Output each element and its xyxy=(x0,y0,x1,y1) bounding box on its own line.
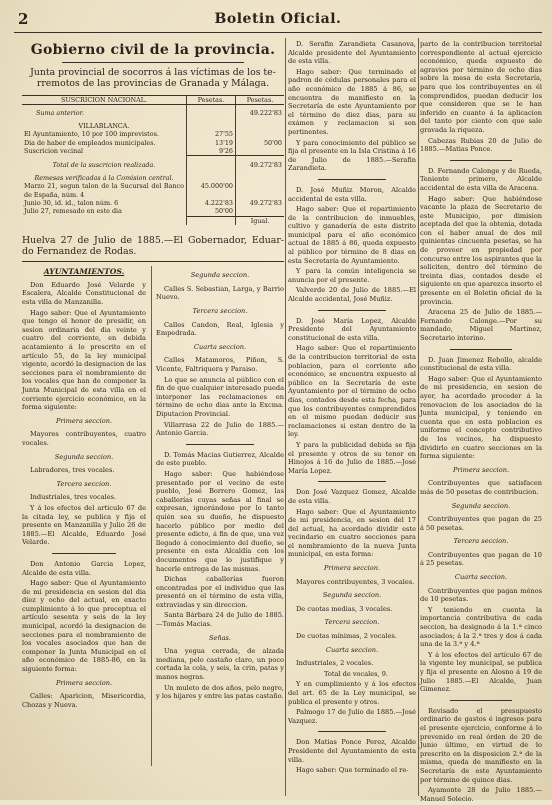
signature-line: Huelva 27 de Julio de 1885.—El Gobernador, Eduar- do Fernandez de Rodas. xyxy=(22,235,284,258)
subscription-table xyxy=(22,95,284,225)
section-label: Segunda seccion. xyxy=(451,501,511,510)
divider xyxy=(450,349,512,350)
paragraph: De cuotas mínimas, 2 vocales. xyxy=(296,632,397,641)
divider xyxy=(450,700,512,701)
paragraph: Y á los efectos del articulo 67 de la citada ley, se publica y fija el presente en Manzanilla y Julio 26 de 1885.—El Alcalde, Eduardo José Velarde. xyxy=(22,503,146,547)
table-cell: Suma anterior. xyxy=(36,109,85,118)
paragraph: Palmogo 17 de Julio de 1885.—José Vazquez. xyxy=(288,708,416,725)
table-cell: Dia de haber de empleados municipales. xyxy=(24,138,156,147)
paragraph: Don Eduardo José Velarde y Escalera, Alcalde Constitucional de esta villa de Manzanilla. xyxy=(22,280,146,307)
paragraph: Y en cumplimiento y á los efectos del art. 65 de la Ley municipal, se publica el presente y otros. xyxy=(288,680,416,706)
table-cell: El Ayuntamiento, 10 por 100 imprevistos. xyxy=(24,130,159,139)
table-cell: 50'00 xyxy=(187,207,236,216)
column-divider xyxy=(418,38,419,796)
page-number: 2 xyxy=(18,10,29,28)
ayuntamientos-block xyxy=(22,266,284,766)
paragraph: Total de vocales, 9. xyxy=(323,669,389,678)
paragraph: Hago saber: Que habiéndose vacante la plaza de Secretario de este Municipio, por dimision aceptada del que la obtenia, dotada con el haber anual de dos mil quinientas cincuenta pesetas, se ha de proveer en propiedad por concurso entre los aspirantes que la soliciten, dentro del término de treinta dias, contados desde el siguiente en que aparezca inserto el presente en el Boletin oficial de la provincia. xyxy=(420,194,542,306)
table-cell: Marzo 21, segun talon de la Sucursal del Banco de España, núm. 4 xyxy=(24,182,184,199)
section-label: Segunda seccion. xyxy=(54,452,114,461)
section-label: Cuarta seccion. xyxy=(454,573,508,582)
paragraph: De cuotas medias, 3 vocales. xyxy=(296,604,393,613)
table-header-label: SUSCRICION NACIONAL. xyxy=(22,96,187,105)
table-cell: 45.000'00 xyxy=(187,182,236,199)
column-2 xyxy=(288,40,416,777)
section-heading: Gobierno civil de la provincia. xyxy=(30,42,276,58)
table-cell: 27'55 xyxy=(187,130,236,138)
paragraph: D. Fernando Calonge y de Rueda, Teniente primero, Alcalde accidental de esta villa de Aracena. xyxy=(420,166,542,192)
table-cell: VILLABLANCA. xyxy=(78,121,130,130)
section-label: Primera seccion. xyxy=(55,416,113,425)
paragraph: Hago saber: Que el repartimiento de la contribucion territorial de esta poblacion, para el corriente año económico, se encuentra expuesto al público en la Secretaría de este Ayuntamiento por el término de ocho dias, contados desde esta fecha, para que los contribuyentes comprendidos en el mismo puedan deducir sus reclamaciones si estan dentro de la ley. xyxy=(288,344,416,439)
column-divider xyxy=(285,38,286,796)
section-label: Primera seccion. xyxy=(323,564,381,573)
paragraph: Mayores contribuyentes, cuatro vocales. xyxy=(22,430,146,447)
paragraph: Don Matias Ponce Perez, Alcalde Presidente del Ayuntamiento de esta villa. xyxy=(288,738,416,764)
section-label: Tercera seccion. xyxy=(324,618,380,627)
paragraph: Y para la común inteligencia se anuncia por el presente. xyxy=(288,267,416,284)
paragraph: Villarrasa 22 de Julio de 1885.—Antonio Garcia. xyxy=(156,420,284,438)
paragraph: Don Antonio Garcia Lopez, Alcalde de esta villa. xyxy=(22,559,146,577)
divider xyxy=(186,444,254,445)
paragraph: Hago saber: Que habiéndose presentado por el vecino de este pueblo, José Borrero Gomez, las caballerías cuyas señas al final se expresan, ignorándose por lo tanto quién sea su dueño, he dispuesto hacerlo público por medio del presente edicto, á fin de que, una vez llegado á conocimiento del dueño, se presente en esta Alcaldía con los documentos que lo justifique y hacerle entrega de las mismas. xyxy=(156,469,284,573)
paragraph: D. José María Lopez, Alcalde Presidente del Ayuntamiento constitucional de esta villa. xyxy=(288,316,416,342)
divider xyxy=(52,553,116,554)
divider xyxy=(318,310,386,311)
paragraph: Hago saber: Que el Ayuntamiento de mi presidencia, en sesion de ayer, ha acordado proceder á la renovacion de los asociados de la Junta municipal, y teniendo en cuenta que en esta poblacion es uniforme el concepto contributivo de los vecinos, ha dispuesto dividirlo en cuatro secciones en la forma siguiente: xyxy=(420,374,542,461)
paragraph: Aracena 25 de Julio de 1885.—Fernando Calonge.—Por su mandado, Miguel Martinez, Secretario interino. xyxy=(420,308,542,342)
paragraph: Cabezas Rubias 20 de Julio de 1885.—Matias Ponce. xyxy=(420,136,542,154)
table-header-pesetas: Pesetas. xyxy=(187,96,236,105)
divider xyxy=(450,160,512,161)
paragraph: Hago saber: Que terminado el re- xyxy=(296,766,409,775)
section-label: Segunda seccion. xyxy=(322,591,382,600)
paragraph: Lo que se anuncia al público con el fin de que cualquier interesado pueda interponer las reclamaciones en término de ocho dias ante la Excma. Diputacion Provincial. xyxy=(156,375,284,418)
paragraph: Calles Candon, Real, Iglesia y Empedrada. xyxy=(156,320,284,338)
paragraph: Dichas caballerías fueron encontradas por el individuo que las presentó en el término de esta villa, extraviadas y sin direccion. xyxy=(156,575,284,609)
paragraph: Contribuyentes que pagan de 25 á 50 pesetas. xyxy=(420,515,542,532)
table-cell: 49.272'83 xyxy=(236,199,285,207)
column-1 xyxy=(22,40,284,766)
divider xyxy=(318,481,386,482)
paragraph: Hago saber: Que el Ayuntamiento que tengo el honor de presidir, en sesion ordinaria del dia veinte y cuatro del corriente, en debida acatamiento á lo prescrito en el artículo 55, de la ley municipal vigente, acordó la designacion de las secciones para el nombramiento de los vocales que han de componer la Junta Municipal de esta villa en el corriente ejercicio económico, en la forma siguiente: xyxy=(22,308,146,412)
paragraph: Y para conocimiento del público se fija el presente en la Isla Cristina á 16 de Julio de 1885.—Serafin Zarandieta. xyxy=(288,138,416,173)
paragraph: D. Juan Jimenez Rebollo, alcalde constitucional de esta villa. xyxy=(420,355,542,373)
paragraph: Santa Bárbara 24 de Julio de 1885.—Tomás Macias. xyxy=(156,611,284,629)
paragraph: parto de la contribucion territorial correspondiente al actual ejercicio económico, queda expuesto de agravios por término de ocho dias sobre la mesa de esta Secretaría, para que los contribuyentes en él comprendidos, puedan deducir los que consideren que se le han inferido en cuanto á la aplicacion del tanto por ciento con que sale gravada la riqueza. xyxy=(420,40,542,134)
section-label: Tercera seccion. xyxy=(56,479,112,488)
table-header-pesetas: Pesetas. xyxy=(236,96,285,105)
table-cell: Junio 30, id. id., talon núm. 6 xyxy=(24,199,119,208)
paragraph: Ayamonte 28 de Julio 1885.—Manuel Solecio. xyxy=(420,786,542,803)
ayuntamientos-right xyxy=(156,266,284,703)
divider xyxy=(318,179,386,180)
table-cell: Igual. xyxy=(236,216,285,225)
paragraph: Revisado el presupuesto ordinario de gastos é ingresos para el presente ejercicio, conforme á lo prevenido en real órden de 20 de Junio último, en virtud de lo prescrito en la disposicion 2.ª de la misma, queda de manifiesto en la Secretaría de este Ayuntamiento por término de quince dias. xyxy=(420,706,542,784)
paragraph: Y para la publicidad debida se fija el presente y otros de su tenor en Hinojos á 16 de Julio de 1885.—José María Lopez. xyxy=(288,440,416,475)
paragraph: Y á los efectos del artículo 67 de la vigente ley municipal, se publica y fija el presente en Alosno á 19 de Julio 1885.—El Alcalde, Juan Gimenez. xyxy=(420,650,542,694)
paragraph: Valverde 20 de Julio de 1885.—El Alcalde accidental, José Muñiz. xyxy=(288,286,416,304)
section-label: Tercera seccion. xyxy=(192,307,248,316)
publication-title: Boletin Oficial. xyxy=(214,11,342,27)
table-cell: 13'19 xyxy=(187,139,236,147)
section-label: Primera seccion. xyxy=(55,678,113,687)
divider xyxy=(318,731,386,732)
paragraph: Calles Matamoros, Piñon, S. Vicente, Faltriquera y Paraiso. xyxy=(156,356,284,374)
section-label: Segunda seccion. xyxy=(190,271,250,280)
paragraph: D. Tomás Macias Gutierrez, Alcalde de este pueblo. xyxy=(156,450,284,468)
table-cell: Suscricion vecinal xyxy=(24,147,84,156)
table-cell: 4.222'83 xyxy=(187,199,236,207)
table-cell: Julio 27, remesado en este dia xyxy=(24,207,122,216)
paragraph: Industriales, tres vocales. xyxy=(30,493,117,502)
paragraph: Una yegua cerrada, de alzada mediana, pelo castaño claro, un poco cortada la cola, y seis, la crin, patas y manos negras. xyxy=(156,647,284,682)
section-label: Cuarta seccion. xyxy=(193,342,247,351)
column-divider xyxy=(151,266,152,766)
paragraph: Mayores contribuyentes, 3 vocales. xyxy=(296,577,415,586)
paragraph: Hago saber: Que el repartimiento de la contribucion de inmuebles, cultivo y ganadería de este distrito municipal para el año económico actual de 1885 á 86, queda expuesto al público por término de 8 dias en esta Secretaría de Ayuntamiento. xyxy=(288,205,416,265)
table-cell: 9'26 xyxy=(187,147,236,156)
paragraph: D. Serafin Zarandieta Casanova, Alcalde presidente del Ayuntamiento de esta villa. xyxy=(288,40,416,66)
table-cell: 50'00 xyxy=(236,139,285,147)
paragraph: Hago saber: Que el Ayuntamiento de mi presidencia, en sesion del 17 del actual, ha acordado dividir este vecindario en cuatro secciones para el nombramiento de la nueva Junta municipal, en esta forma: xyxy=(288,507,416,559)
paragraph: Calles S. Sebastian, Larga, y Barrio Nuevo. xyxy=(156,284,284,302)
paragraph: Y teniendo en cuenta la importancia contributiva de cada seccion, ha designado á la 1.ª cinco asociados; á la 2.ª tres y dos á cada una de la 3.ª y 4.ª xyxy=(420,605,542,649)
junta-title-line: rremotos de las provincias de Granada y Málaga. xyxy=(36,78,270,89)
paragraph: Contribuyentes que pagan ménos de 10 pesetas. xyxy=(420,586,542,604)
paragraph: Hago saber: Que terminado el padron de cédulas personales para el año económico de 1885 á 86, se encuentra de manifiesto en la Secretaría de este Ayuntamiento por el término de diez dias, para su exámen y reclamacion si son pertinentes. xyxy=(288,67,416,136)
section-label: Señas. xyxy=(208,633,232,642)
paragraph: Calles: Aparicion, Misericordia, Chozas y Nueva. xyxy=(22,692,146,709)
paragraph: Don José Vazquez Gomez, Alcalde de esta villa. xyxy=(288,488,416,505)
paragraph: D. José Muñiz Moron, Alcalde accidental de esta villa. xyxy=(288,185,416,203)
divider xyxy=(22,261,284,262)
paragraph: Un muleto de dos años, pelo negro, y los hijares y entre las patas castaño. xyxy=(156,683,284,701)
ayuntamientos-heading: AYUNTAMIENTOS. xyxy=(43,267,125,277)
paragraph: Contribuyentes que pagan de 10 á 25 pesetas. xyxy=(420,550,542,568)
divider xyxy=(62,62,244,63)
section-label: Primera seccion. xyxy=(452,465,510,474)
paragraph: Industriales, 2 vocales. xyxy=(296,659,374,668)
column-3 xyxy=(420,40,542,805)
ayuntamientos-left xyxy=(22,266,146,711)
paragraph: Labradores, tres vocales. xyxy=(30,466,115,475)
table-cell: Total de la suscricion realizada. xyxy=(52,160,156,169)
section-label: Cuarta seccion. xyxy=(325,645,379,654)
junta-title xyxy=(22,67,284,89)
paragraph: Contribuyentes que satisfacen más de 50 pesetas de contribucion. xyxy=(420,479,542,496)
table-cell: 49.222'83 xyxy=(236,105,285,118)
section-label: Tercera seccion. xyxy=(453,537,509,546)
table-cell: Remesas verificadas á la Comision central. xyxy=(34,173,174,182)
page-header xyxy=(14,10,542,33)
paragraph: Hago saber: Que el Ayuntamiento de mi presidencia en sesion del dia diez y ocho del actual, en exacto cumplimiento á lo que preceptua el artículo sesenta y seis de la ley municipal, acordó la designacion de secciones para el nombramiento de los vocales asociados que han de componer la Junta Municipal en el año económico de 1885-86, en la siguiente forma: xyxy=(22,579,146,674)
table-cell: 49.272'83 xyxy=(236,156,285,170)
junta-title-line: Junta provincial de socorros á las víctimas de los te- xyxy=(30,67,276,78)
